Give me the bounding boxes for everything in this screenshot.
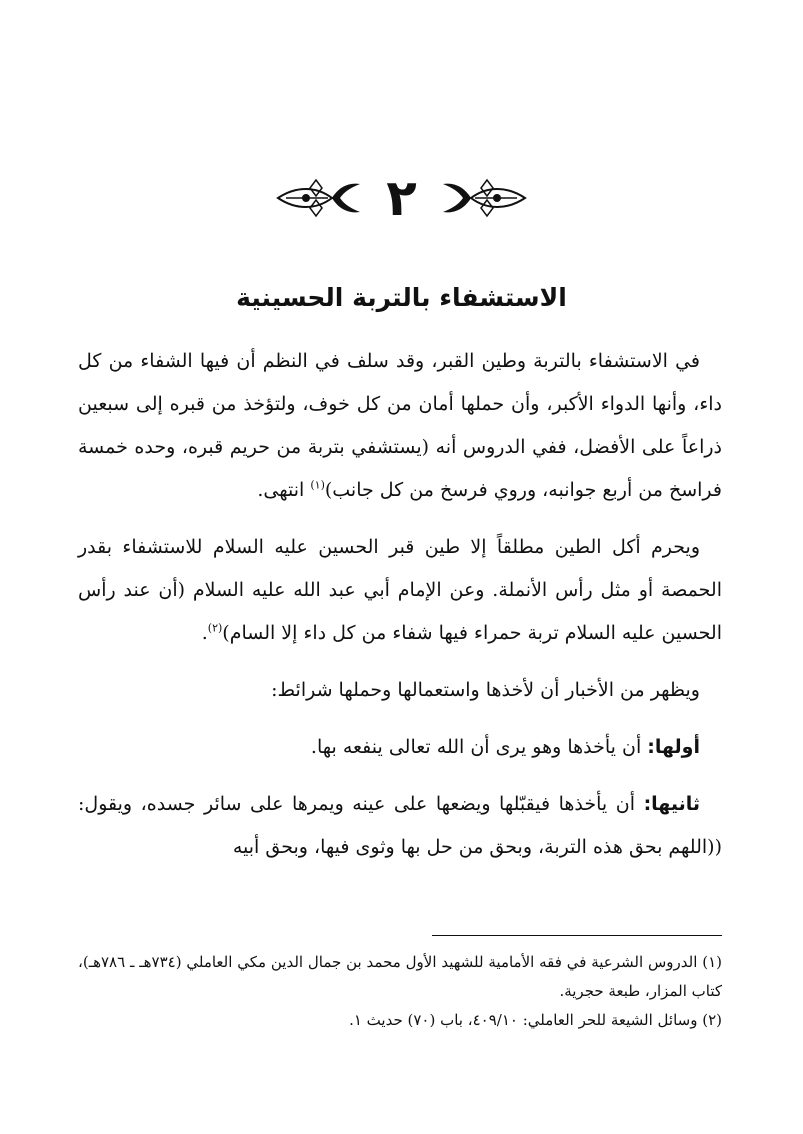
footnote: (١) الدروس الشرعية في فقه الأمامية للشهيد الأول محمد بن جمال الدين مكي العاملي (٧٣٤هـ ـ ٧٨٦هـ)، كتاب المزار، طبعة حجرية.	[78, 953, 722, 1000]
paragraph-text: ويحرم أكل الطين مطلقاً إلا طين قبر الحسين عليه السلام للاستشفاء بقدر الحمصة أو مثل رأس الأنملة. وعن الإمام أبي عبد الله عليه السلام (أن عند رأس الحسين عليه السلام تربة حمراء فيها شفاء من كل داء إلا السام)	[78, 536, 722, 644]
arabesque-ornament-icon	[276, 176, 362, 220]
chapter-header	[0, 168, 803, 228]
footnote-divider	[432, 935, 722, 936]
paragraph-text: أن يأخذها فيقبّلها ويضعها على عينه ويمرها على سائر جسده، ويقول: ((اللهم بحق هذه التربة، وبحق من حل بها وثوى فيها، وبحق أبيه	[78, 793, 722, 858]
arabesque-ornament-icon	[441, 176, 527, 220]
footnote: (٢) وسائل الشيعة للحر العاملي: ٤٠٩/١٠، باب (٧٠) حديث ١.	[349, 1011, 722, 1029]
paragraph-lead: ثانيها:	[643, 793, 700, 815]
paragraph	[78, 726, 722, 769]
paragraph	[78, 669, 722, 712]
paragraph	[78, 526, 722, 655]
paragraph-text: ويظهر من الأخبار أن لأخذها واستعمالها وحملها شرائط:	[271, 679, 700, 701]
paragraph-tail: .	[201, 622, 208, 644]
footnotes	[78, 948, 722, 1035]
paragraph	[78, 340, 722, 512]
footnote-ref: (٢)	[207, 621, 223, 635]
paragraph-lead: أولها:	[647, 736, 700, 758]
paragraph-text: أن يأخذها وهو يرى أن الله تعالى ينفعه بها.	[310, 736, 648, 758]
main-text	[78, 340, 722, 883]
chapter-number: ٢	[386, 169, 417, 227]
paragraph-text: في الاستشفاء بالتربة وطين القبر، وقد سلف في النظم أن فيها الشفاء من كل داء، وأنها الدواء الأكبر، وأن حملها أمان من كل خوف، ولتؤخذ من قبره إلى سبعين ذراعاً على الأفضل، ففي الدروس أنه (يستشفي بتربة من حريم قبره، وحده خمسة فراسخ من أربع جوانبه، وروي فرسخ من كل جانب)	[78, 350, 722, 501]
paragraph	[78, 783, 722, 869]
paragraph-tail: انتهى.	[257, 479, 311, 501]
footnote-ref: (١)	[310, 478, 325, 492]
chapter-title: الاستشفاء بالتربة الحسينية	[236, 283, 567, 312]
